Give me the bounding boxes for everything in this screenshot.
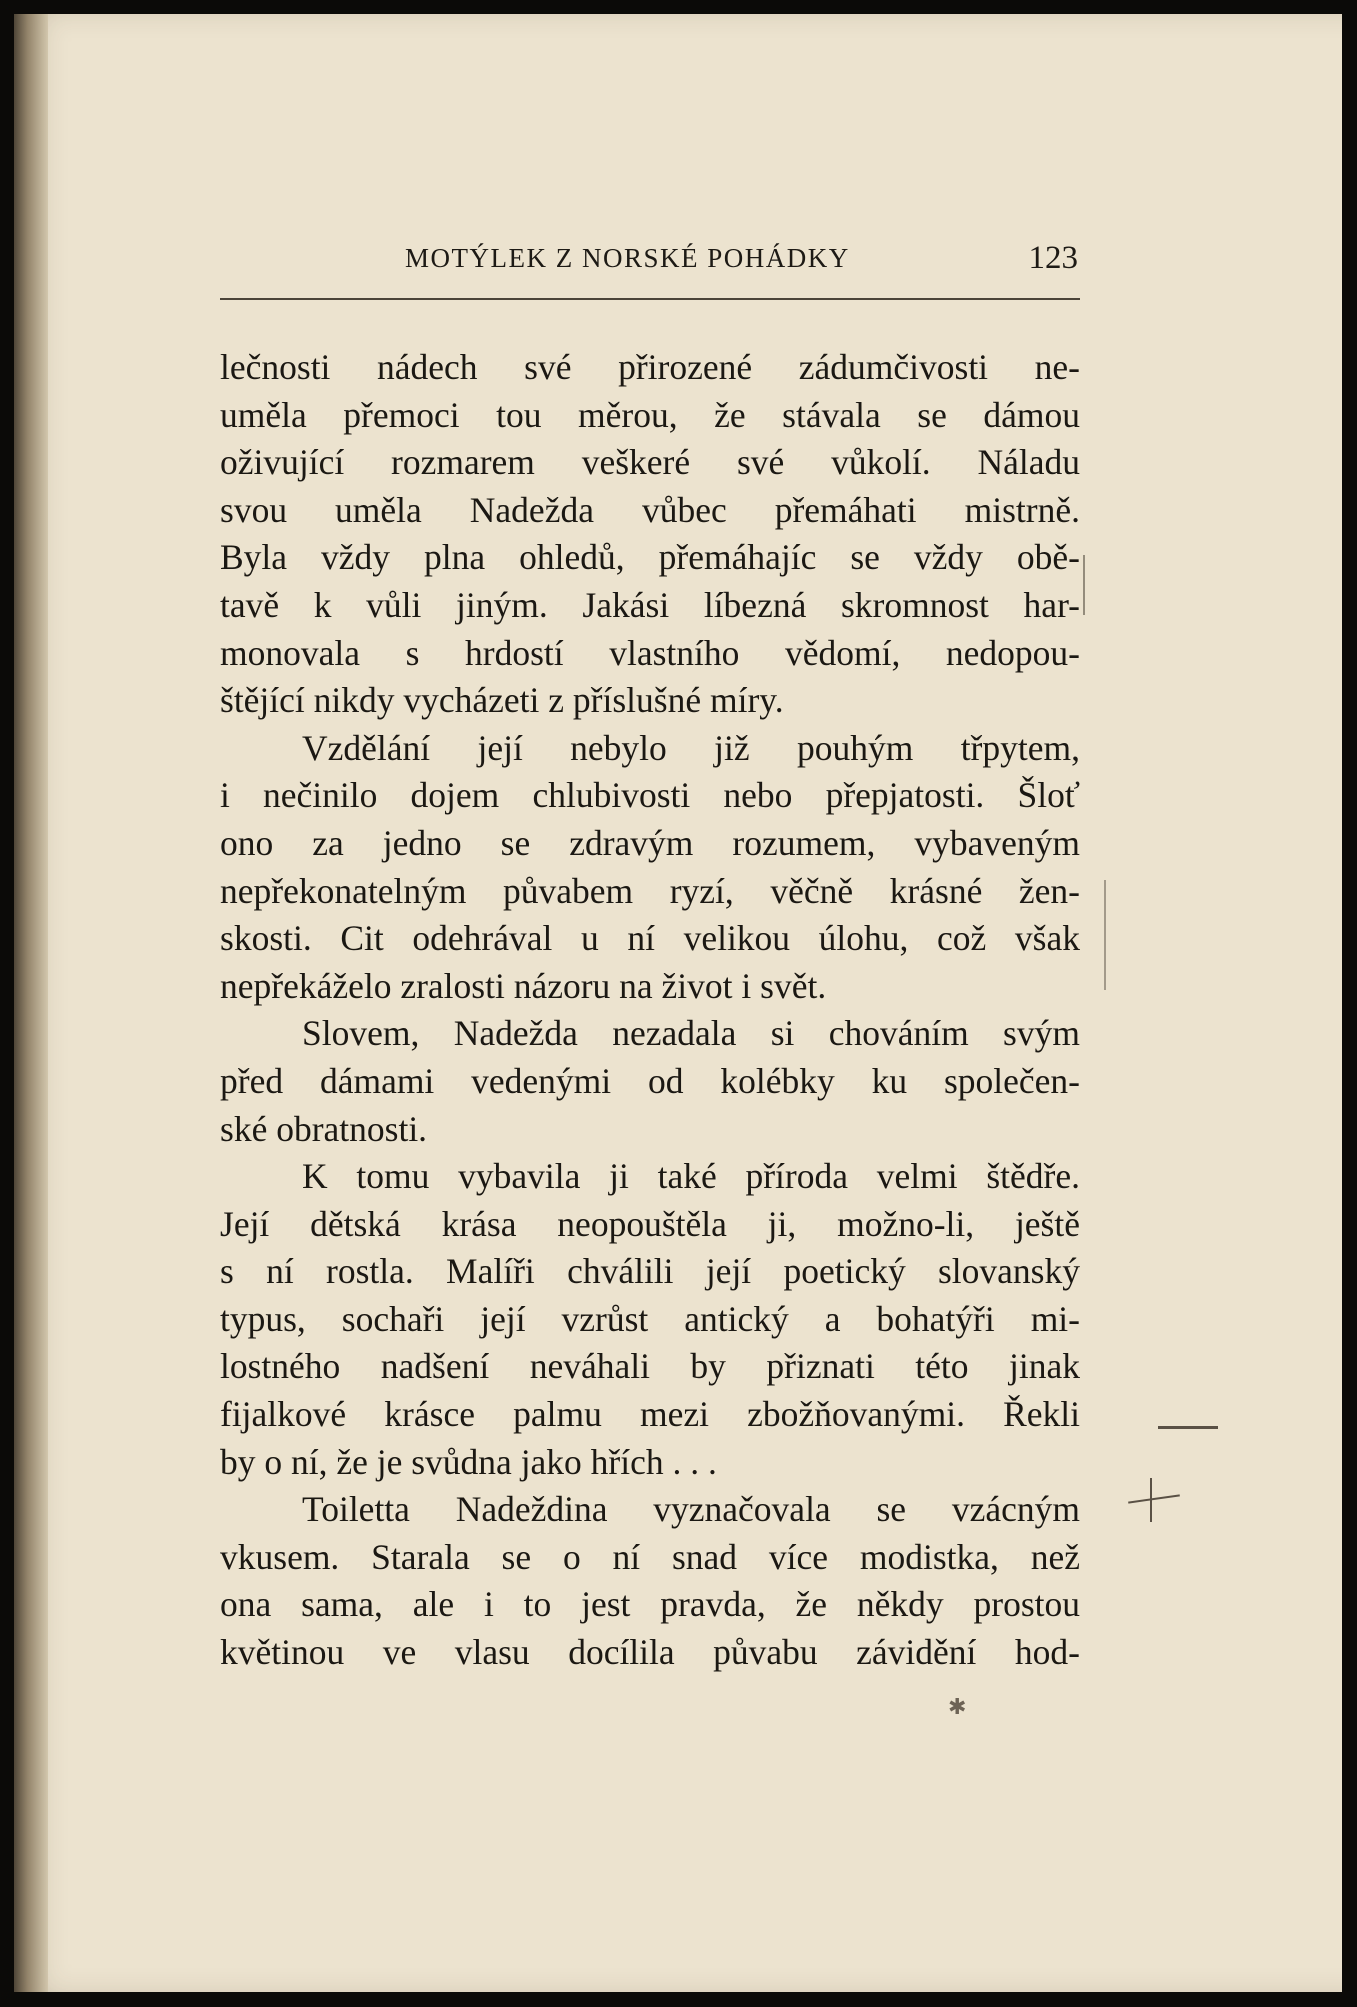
- text-line: Byla vždy plna ohledů, přemáhajíc se vždy obě-: [220, 537, 1080, 578]
- header-rule: [220, 298, 1080, 300]
- text-line: lečnosti nádech své přirozené zádumčivosti ne-: [220, 347, 1080, 387]
- body-text: [220, 344, 1080, 1677]
- text-line: skosti. Cit odehrával u ní velikou úlohu, což však: [220, 918, 1080, 959]
- page-binding-shadow: [14, 14, 48, 1992]
- text-line: i nečinilo dojem chlubivosti nebo přepjatosti. Šloť: [220, 775, 1080, 816]
- text-line: by o ní, že je svůdna jako hřích . . .: [220, 1441, 717, 1482]
- text-line: před dámami vedenými od kolébky ku společen-: [220, 1060, 1080, 1101]
- text-line: tavě k vůli jiným. Jakási líbezná skromnost har-: [220, 584, 1080, 625]
- text-line: květinou ve vlasu docílila půvabu závidění hod-: [220, 1632, 1080, 1673]
- paragraph-start-line: K tomu vybavila ji také příroda velmi štědře.: [302, 1156, 1080, 1197]
- text-line: vkusem. Starala se o ní snad více modistka, než: [220, 1536, 1080, 1577]
- text-line: nepřekonatelným půvabem ryzí, věčně krásné žen-: [220, 870, 1080, 911]
- paragraph-start-line: Vzdělání její nebylo již pouhým třpytem,: [302, 727, 1080, 768]
- paragraph-start-line: Slovem, Nadežda nezadala si chováním svým: [302, 1013, 1080, 1054]
- text-line: ona sama, ale i to jest pravda, že někdy prostou: [220, 1584, 1080, 1625]
- margin-pencil-dash: [1158, 1426, 1218, 1429]
- text-line: uměla přemoci tou měrou, že stávala se dámou: [220, 394, 1080, 435]
- text-line: ono za jedno se zdravým rozumem, vybaveným: [220, 822, 1080, 863]
- text-line: oživující rozmarem veškeré své vůkolí. Náladu: [220, 442, 1080, 483]
- running-title: MOTÝLEK Z NORSKÉ POHÁDKY: [405, 243, 850, 273]
- margin-pencil-stroke: [1104, 880, 1106, 990]
- text-line: fijalkové krásce palmu mezi zbožňovanými. Řekli: [220, 1394, 1080, 1435]
- text-line: svou uměla Nadežda vůbec přemáhati mistrně.: [220, 489, 1080, 530]
- text-line: ské obratnosti.: [220, 1108, 428, 1149]
- text-line: Její dětská krása neopouštěla ji, možno-li, ještě: [220, 1203, 1080, 1244]
- text-line: typus, sochaři její vzrůst antický a bohatýři mi-: [220, 1298, 1080, 1339]
- text-line: štějící nikdy vycházeti z příslušné míry.: [220, 680, 784, 721]
- page-number: 123: [1028, 240, 1078, 276]
- text-line: s ní rostla. Malíři chválili její poetický slovanský: [220, 1251, 1080, 1292]
- text-line: lostného nadšení neváhali by přiznati této jinak: [220, 1346, 1080, 1387]
- text-line: nepřekáželo zralosti názoru na život i svět.: [220, 965, 827, 1006]
- text-line: monovala s hrdostí vlastního vědomí, nedopou-: [220, 632, 1080, 673]
- margin-pencil-cross-v: [1150, 1478, 1152, 1522]
- asterisk-mark-icon: ✱: [948, 1695, 967, 1720]
- paragraph-start-line: Toiletta Nadeždina vyznačovala se vzácným: [302, 1489, 1080, 1530]
- margin-pencil-stroke: [1083, 555, 1085, 615]
- page-header: [220, 240, 1080, 300]
